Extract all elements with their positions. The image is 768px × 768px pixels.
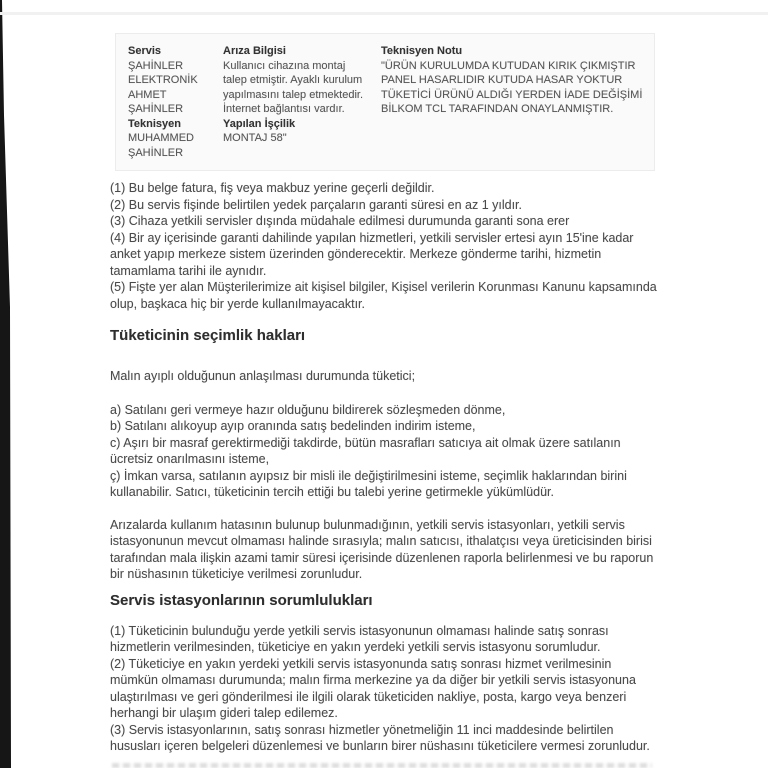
technician-label: Teknisyen [128, 117, 181, 130]
consumer-rights-intro: Malın ayıplı olduğunun anlaşılması durumunda tüketici; [110, 369, 416, 383]
note-item: (3) Cihaza yetkili servisler dışında müdahale edilmesi durumunda garanti sona erer [110, 214, 570, 228]
technician-name: MUHAMMED ŞAHİNLER [128, 132, 194, 159]
consumer-rights-closing: Arızalarda kullanım hatasının bulunup bulunmadığının, yetkili servis istasyonları, yetkili servis istasyonunun mevcut olmaması halinde sırasıyla; malın satıcısı, ithalatçısı veya üreticisinden birisi tarafından mala ilişkin azami tamir süresi içerisinde düzenlenen raporla belirlenmesi ve bu raporun bir nüshasının tüketiciye verilmesi zorunludur. [110, 517, 654, 581]
responsibility-item: (2) Tüketiciye en yakın yerdeki yetkili servis istasyonunda satış sonrası hizmet verilmesinin mümkün olmaması durumunda; malın firma merkezine ya da diğer bir yetkili servis istasyonuna ulaştırılması ve geri gönderilmesi ile ilgili olarak tüketiciden nakliye, posta, kargo veya benzeri herhangi bir ulaşım gideri talep edilemez. [110, 656, 636, 720]
option-item: b) Satılanı alıkoyup ayıp oranında satış bedelinden indirim isteme, [110, 419, 476, 433]
fault-info-label: Arıza Bilgisi [223, 45, 286, 57]
technician-note-label: Teknisyen Notu [381, 45, 463, 57]
scan-edge-left [0, 0, 11, 768]
labor-label: Yapılan İşçilik [223, 117, 296, 130]
note-item: (2) Bu servis fişinde belirtilen yedek parçaların garanti süresi en az 1 yıldır. [110, 197, 522, 212]
option-item: a) Satılanı geri vermeye hazır olduğunu bildirerek sözleşmeden dönme, [110, 402, 506, 417]
option-item: c) Aşırı bir masraf gerektirmediği takdirde, bütün masrafları satıcıya ait olmak üzere satılanın ücretsiz onarılmasını isteme, [110, 435, 621, 466]
option-item: ç) İmkan varsa, satılanın ayıpsız bir misli ile değiştirilmesini isteme, seçimlik haklarından birini kullanabilir. Satıcı, tüketicinin tercih ettiği bu talebi yerine getirmekle yükümlüdür. [110, 468, 627, 499]
note-item: (5) Fişte yer alan Müşterilerimize ait kişisel bilgiler, Kişisel verilerin Korunması Kanunu kapsamında olup, başkaca hiç bir yerde kullanılmayacaktır. [110, 280, 657, 311]
cutoff-text-line [112, 763, 652, 768]
responsibility-item: (3) Servis istasyonlarının, satış sonrası hizmetler yönetmeliğin 11 inci maddesinde belirtilen hususları içeren belgeleri düzenlemesi ve bunların birer nüshasını tüketicilere vermesi zorunludur. [110, 722, 650, 753]
document-page [110, 0, 658, 768]
service-label: Servis [128, 45, 162, 57]
service-info-table [115, 33, 655, 171]
fault-info-text: Kullanıcı cihazına montaj talep etmiştir. Ayaklı kurulum yapılmasını talep etmektedir. İnternet bağlantısı vardır. [223, 59, 364, 115]
consumer-rights-options [110, 402, 658, 501]
legal-notes [110, 180, 658, 312]
section-title-station-responsibilities: Servis istasyonlarının sorumlulukları [110, 591, 373, 609]
fault-column [223, 44, 381, 160]
service-column [128, 44, 223, 160]
service-name: ŞAHİNLER ELEKTRONİK AHMET ŞAHİNLER [128, 59, 198, 115]
technician-note-column [381, 44, 644, 160]
technician-note-text: "ÜRÜN KURULUMDA KUTUDAN KIRIK ÇIKMIŞTIR PANEL HASARLIDIR KUTUDA HASAR YOKTUR TÜKETİCİ ÜRÜNÜ ALDIĞI YERDEN İADE DEĞİŞİMİ BİLKOM TCL TARAFINDAN ONAYLANMIŞTIR. [381, 59, 643, 115]
note-item: (4) Bir ay içerisinde garanti dahilinde yapılan hizmetleri, yetkili servisler ertesi ayın 15'ine kadar anket yapıp merkeze sistem üzerinden gönderecektir. Merkeze gönderme tarihi, hizmetin tamamlama tarihi ile aynıdır. [110, 230, 634, 278]
station-responsibility-items [110, 623, 658, 755]
note-item: (1) Bu belge fatura, fiş veya makbuz yerine geçerli değildir. [110, 181, 435, 195]
labor-text: MONTAJ 58" [223, 132, 287, 144]
section-title-consumer-rights: Tüketicinin seçimlik hakları [110, 327, 306, 344]
responsibility-item: (1) Tüketicinin bulunduğu yerde yetkili servis istasyonunun olmaması halinde satış sonrası hizmetlerin verilmesinden, tüketiciye en yakın yerdeki yetkili servis istasyonu sorumludur. [110, 623, 609, 654]
